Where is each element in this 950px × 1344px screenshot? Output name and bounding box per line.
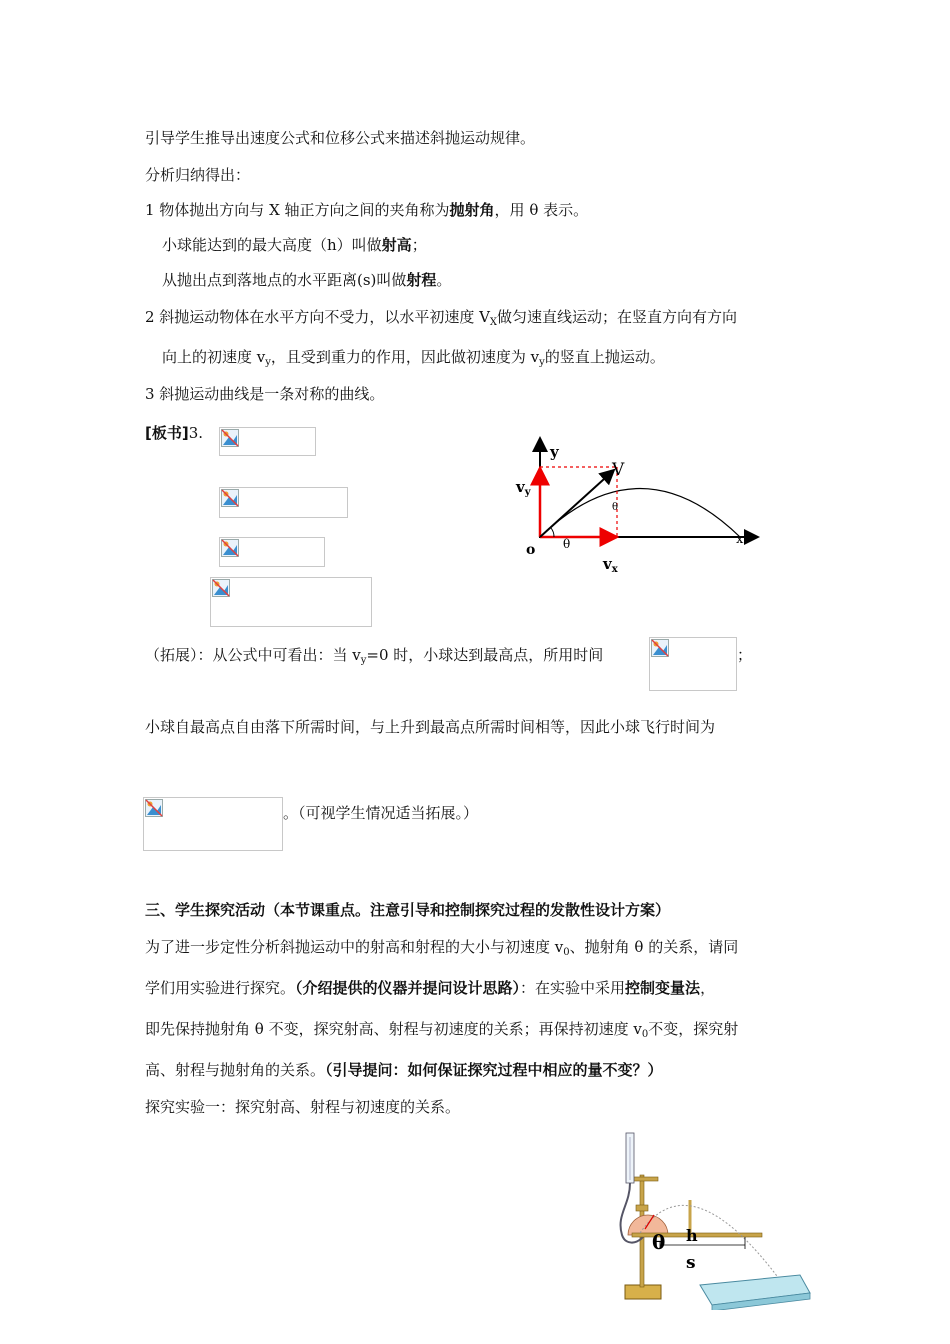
- label-s: s: [686, 1253, 696, 1273]
- blackboard-label: [板书]3.: [145, 424, 204, 442]
- term-max-height: 射高: [381, 236, 412, 254]
- line-1: 引导学生推导出速度公式和位移公式来描述斜抛运动规律。: [145, 129, 536, 147]
- line-10: 小球自最高点自由落下所需时间，与上升到最高点所需时间相等，因此小球飞行时间为: [145, 718, 716, 736]
- broken-image-icon: [651, 639, 669, 657]
- trajectory-curve: [540, 489, 740, 538]
- line-6: 2 斜抛运动物体在水平方向不受力，以水平初速度 $V_X$做匀速直线运动；在竖直方向有方向: [145, 308, 738, 328]
- experiment-apparatus-illustration: [600, 1125, 815, 1310]
- section-3-heading: 三、学生探究活动（本节课重点。注意引导和控制探究过程的发散性设计方案）: [145, 901, 671, 919]
- clamp-lower: [636, 1205, 648, 1211]
- line-7: 向上的初速度 $v_y$，且受到重力的作用，因此做初速度为 $v_y$的竖直上抛运动。: [162, 348, 665, 368]
- label-h: h: [686, 1226, 698, 1245]
- formula-image-3: [219, 537, 325, 567]
- para-line-4: 高、射程与抛射角的关系。（引导提问：如何保证探究过程中相应的量不变？）: [145, 1061, 663, 1079]
- para-line-2: 学们用实验进行探究。（介绍提供的仪器并提问设计思路）：在实验中采用控制变量法，: [145, 979, 716, 997]
- formula-image-6: [143, 797, 283, 851]
- label-v: V: [612, 460, 625, 480]
- line-4: 小球能达到的最大高度（h）叫做射高；: [162, 236, 427, 254]
- broken-image-icon: [145, 799, 163, 817]
- v-vector: [540, 470, 614, 537]
- line-2: 分析归纳得出：: [145, 166, 251, 184]
- angle-arc: [551, 528, 554, 537]
- line-11: 。（可视学生情况适当拓展。）: [283, 804, 479, 822]
- para-line-5: 探究实验一：探究射高、射程与初速度的关系。: [145, 1098, 461, 1116]
- extension-semicolon: ；: [737, 646, 753, 664]
- formula-image-2: [219, 487, 348, 518]
- formula-image-4: [210, 577, 372, 627]
- broken-image-icon: [221, 429, 239, 447]
- line-5: 从抛出点到落地点的水平距离(s)叫做射程。: [162, 271, 452, 289]
- formula-image-1: [219, 427, 316, 456]
- extension-line: （拓展）：从公式中可看出：当 $v_y=0$ 时，小球达到最高点，所用时间: [145, 646, 604, 666]
- label-o: o: [526, 542, 536, 558]
- projectile-velocity-diagram: [510, 430, 770, 580]
- line-8: 3 斜抛运动曲线是一条对称的曲线。: [145, 385, 385, 403]
- formula-image-5: [649, 637, 737, 691]
- para-line-1: 为了进一步定性分析斜抛运动中的射高和射程的大小与初速度 $v_0$、抛射角 θ 的关系，请同: [145, 938, 739, 958]
- label-theta-apparatus: θ: [652, 1230, 666, 1254]
- label-y: y: [550, 443, 559, 461]
- label-x: x: [736, 532, 744, 547]
- label-theta-small: θ: [612, 502, 619, 513]
- broken-image-icon: [221, 539, 239, 557]
- broken-image-icon: [221, 489, 239, 507]
- label-theta: θ: [563, 537, 571, 551]
- term-range: 射程: [406, 271, 437, 289]
- label-vx: $v_x$: [603, 555, 618, 575]
- broken-image-icon: [212, 579, 230, 597]
- line-3: 1 物体抛出方向与 X 轴正方向之间的夹角称为抛射角，用 θ 表示。: [145, 201, 589, 219]
- term-launch-angle: 抛射角: [449, 201, 495, 219]
- para-line-3: 即先保持抛射角 θ 不变，探究射高、射程与初速度的关系；再保持初速度 $v_0$不变，探究射: [145, 1020, 739, 1040]
- label-vy: $v_y$: [516, 478, 531, 498]
